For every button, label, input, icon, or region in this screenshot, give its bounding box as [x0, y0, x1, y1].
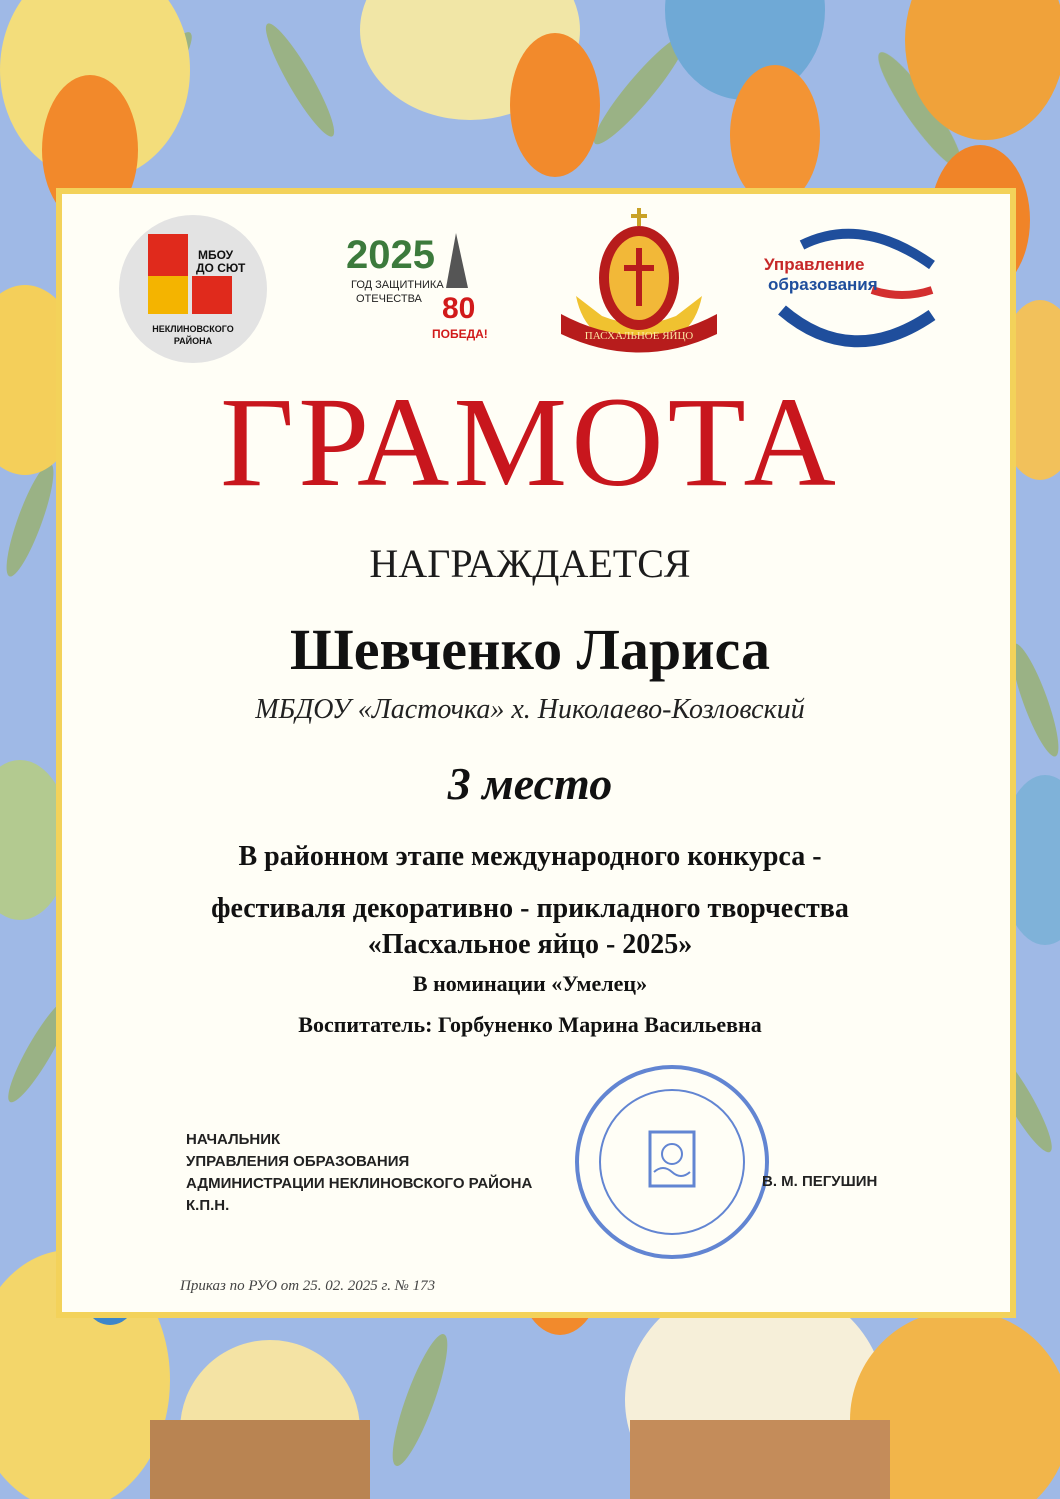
year-logo-victory: ПОБЕДА! [432, 327, 488, 341]
school-logo [118, 214, 268, 364]
signature-line-4: К.П.Н. [186, 1197, 230, 1214]
year-defender-logo [346, 228, 496, 343]
signature-line-3: АДМИНИСТРАЦИИ НЕКЛИНОВСКОГО РАЙОНА [186, 1175, 533, 1192]
school-logo-line2: ДО СЮТ [196, 261, 246, 275]
place-awarded: 3 место [447, 758, 613, 809]
official-stamp [572, 1062, 772, 1262]
edu-logo-line2: образования [768, 275, 878, 294]
certificate-title: ГРАМОТА [220, 371, 840, 513]
year-logo-year: 2025 [346, 233, 435, 277]
year-logo-eighty: 80 [442, 292, 476, 325]
year-logo-line1: ГОД ЗАЩИТНИКА [351, 279, 444, 291]
easter-logo-ribbon: ПАСХАЛЬНОЕ ЯЙЦО [584, 330, 694, 342]
signature-line-2: УПРАВЛЕНИЯ ОБРАЗОВАНИЯ [186, 1153, 410, 1170]
school-logo-line3: НЕКЛИНОВСКОГО [152, 324, 234, 334]
school-logo-line4: РАЙОНА [173, 336, 213, 346]
school-logo-line1: МБОУ [198, 248, 234, 262]
contest-line-3: «Пасхальное яйцо - 2025» [367, 929, 693, 960]
contest-line-1: В районном этапе международного конкурса - [238, 841, 822, 872]
awarded-label: НАГРАЖДАЕТСЯ [369, 541, 691, 586]
year-logo-line2: ОТЕЧЕСТВА [356, 293, 422, 305]
recipient-organization: МБДОУ «Ласточка» х. Николаево-Козловский [255, 694, 805, 725]
contest-line-2: фестиваля декоративно - прикладного творчества [211, 893, 849, 924]
order-reference: Приказ по РУО от 25. 02. 2025 г. № 173 [180, 1278, 436, 1294]
signer-name: В. М. ПЕГУШИН [762, 1173, 878, 1190]
nomination-line: В номинации «Умелец» [412, 971, 648, 996]
signature-block [186, 1129, 532, 1217]
easter-egg-logo [556, 206, 722, 356]
education-department-logo [762, 220, 942, 360]
edu-logo-line1: Управление [764, 255, 865, 274]
signature-line-1: НАЧАЛЬНИК [186, 1131, 281, 1148]
teacher-line: Воспитатель: Горбуненко Марина Васильевна [298, 1012, 762, 1037]
recipient-name: Шевченко Лариса [290, 617, 770, 682]
